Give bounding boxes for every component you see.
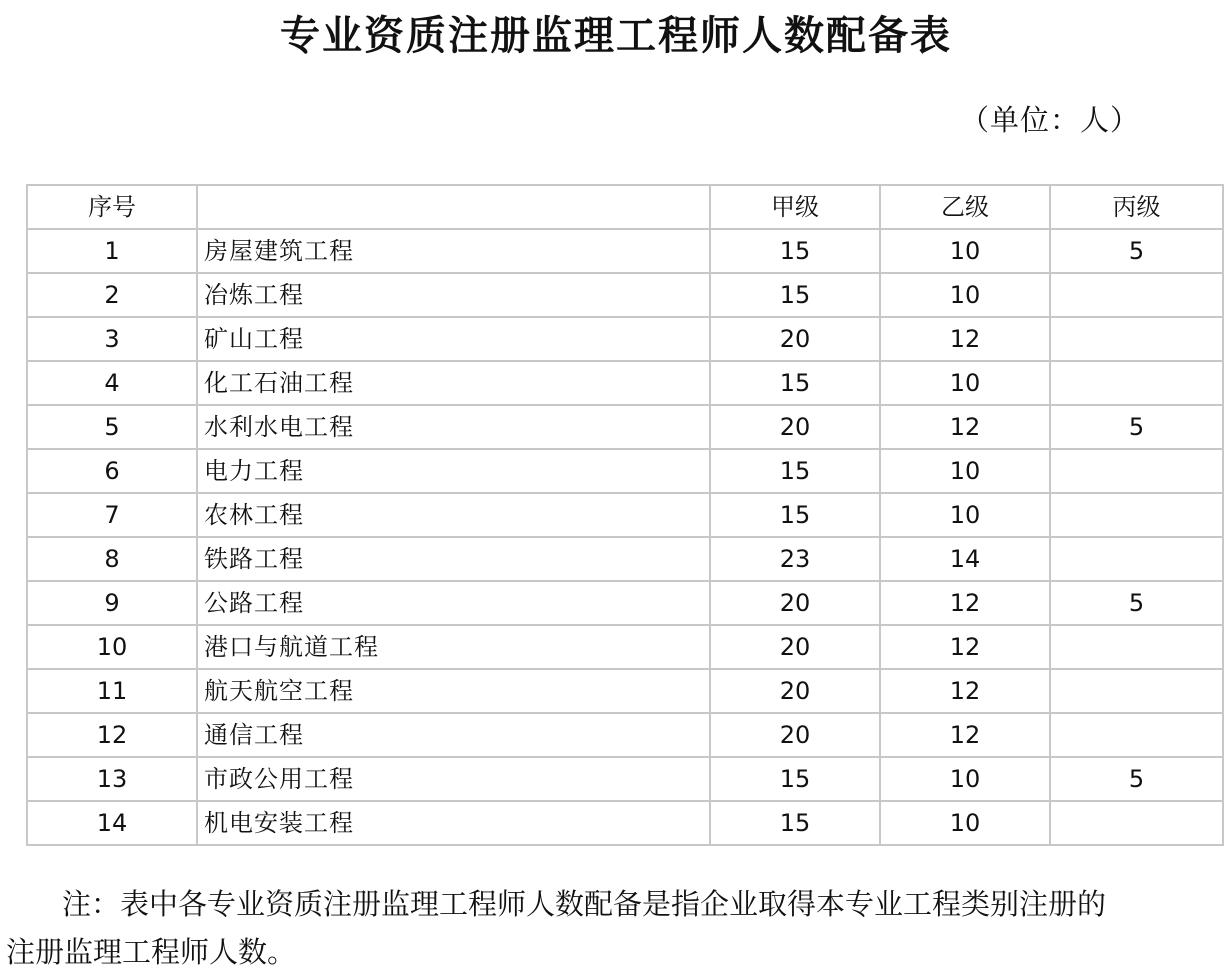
header-grade-b: 乙级: [880, 185, 1050, 229]
unit-label: （单位：人）: [960, 103, 1141, 137]
cell-grade-a: 15: [710, 757, 880, 801]
table-row: [27, 361, 1223, 405]
table-row: [27, 757, 1223, 801]
cell-grade-a: 23: [710, 537, 880, 581]
cell-index: 2: [27, 273, 197, 317]
cell-name: 通信工程: [197, 713, 710, 757]
cell-grade-c: [1050, 625, 1223, 669]
cell-grade-a: 15: [710, 801, 880, 845]
cell-index: 3: [27, 317, 197, 361]
cell-index: 14: [27, 801, 197, 845]
cell-grade-a: 20: [710, 625, 880, 669]
cell-grade-b: 10: [880, 493, 1050, 537]
cell-name: 市政公用工程: [197, 757, 710, 801]
table-header-row: [27, 185, 1223, 229]
table-row: [27, 537, 1223, 581]
cell-grade-c: [1050, 361, 1223, 405]
table-row: [27, 669, 1223, 713]
cell-grade-b: 10: [880, 449, 1050, 493]
cell-grade-b: 12: [880, 669, 1050, 713]
cell-grade-a: 20: [710, 669, 880, 713]
cell-name: 公路工程: [197, 581, 710, 625]
table-body: [27, 185, 1223, 845]
cell-grade-c: [1050, 669, 1223, 713]
cell-grade-b: 12: [880, 317, 1050, 361]
cell-name: 冶炼工程: [197, 273, 710, 317]
cell-grade-c: [1050, 493, 1223, 537]
cell-grade-c: 5: [1050, 757, 1223, 801]
cell-grade-c: 5: [1050, 405, 1223, 449]
cell-name: 水利水电工程: [197, 405, 710, 449]
cell-name: 机电安装工程: [197, 801, 710, 845]
cell-grade-b: 10: [880, 273, 1050, 317]
table-row: [27, 493, 1223, 537]
cell-grade-c: [1050, 449, 1223, 493]
cell-grade-a: 15: [710, 361, 880, 405]
cell-name: 农林工程: [197, 493, 710, 537]
header-index: 序号: [27, 185, 197, 229]
header-grade-a: 甲级: [710, 185, 880, 229]
cell-grade-a: 20: [710, 713, 880, 757]
cell-grade-b: 12: [880, 405, 1050, 449]
staffing-table: [26, 184, 1224, 846]
cell-grade-a: 15: [710, 493, 880, 537]
cell-grade-a: 15: [710, 229, 880, 273]
cell-index: 12: [27, 713, 197, 757]
cell-name: 矿山工程: [197, 317, 710, 361]
table-row: [27, 229, 1223, 273]
table-row: [27, 801, 1223, 845]
cell-grade-c: [1050, 713, 1223, 757]
cell-index: 5: [27, 405, 197, 449]
cell-name: 电力工程: [197, 449, 710, 493]
cell-index: 6: [27, 449, 197, 493]
cell-grade-a: 20: [710, 317, 880, 361]
cell-grade-b: 14: [880, 537, 1050, 581]
cell-name: 化工石油工程: [197, 361, 710, 405]
cell-grade-b: 10: [880, 229, 1050, 273]
cell-grade-c: [1050, 273, 1223, 317]
cell-name: 房屋建筑工程: [197, 229, 710, 273]
cell-name: 铁路工程: [197, 537, 710, 581]
cell-index: 1: [27, 229, 197, 273]
cell-grade-b: 10: [880, 361, 1050, 405]
table-row: [27, 449, 1223, 493]
table-row: [27, 581, 1223, 625]
cell-index: 7: [27, 493, 197, 537]
table-row: [27, 273, 1223, 317]
note-line-2: 注册监理工程师人数。: [6, 935, 297, 969]
cell-grade-c: [1050, 317, 1223, 361]
page-title: 专业资质注册监理工程师人数配备表: [280, 13, 952, 59]
cell-grade-a: 20: [710, 581, 880, 625]
table-row: [27, 317, 1223, 361]
cell-index: 10: [27, 625, 197, 669]
table-note: [6, 880, 1228, 976]
cell-grade-b: 10: [880, 757, 1050, 801]
cell-grade-b: 12: [880, 625, 1050, 669]
cell-grade-c: 5: [1050, 229, 1223, 273]
cell-index: 11: [27, 669, 197, 713]
cell-grade-b: 12: [880, 581, 1050, 625]
cell-index: 4: [27, 361, 197, 405]
cell-grade-a: 15: [710, 273, 880, 317]
table-row: [27, 625, 1223, 669]
cell-index: 9: [27, 581, 197, 625]
cell-grade-c: [1050, 537, 1223, 581]
cell-grade-a: 20: [710, 405, 880, 449]
cell-name: 航天航空工程: [197, 669, 710, 713]
note-line-1: 注：表中各专业资质注册监理工程师人数配备是指企业取得本专业工程类别注册的: [62, 887, 1107, 921]
cell-name: 港口与航道工程: [197, 625, 710, 669]
cell-grade-a: 15: [710, 449, 880, 493]
cell-index: 13: [27, 757, 197, 801]
cell-grade-b: 10: [880, 801, 1050, 845]
cell-grade-c: 5: [1050, 581, 1223, 625]
cell-grade-c: [1050, 801, 1223, 845]
table-row: [27, 405, 1223, 449]
cell-grade-b: 12: [880, 713, 1050, 757]
header-name: [197, 185, 710, 229]
header-grade-c: 丙级: [1050, 185, 1223, 229]
cell-index: 8: [27, 537, 197, 581]
table-row: [27, 713, 1223, 757]
